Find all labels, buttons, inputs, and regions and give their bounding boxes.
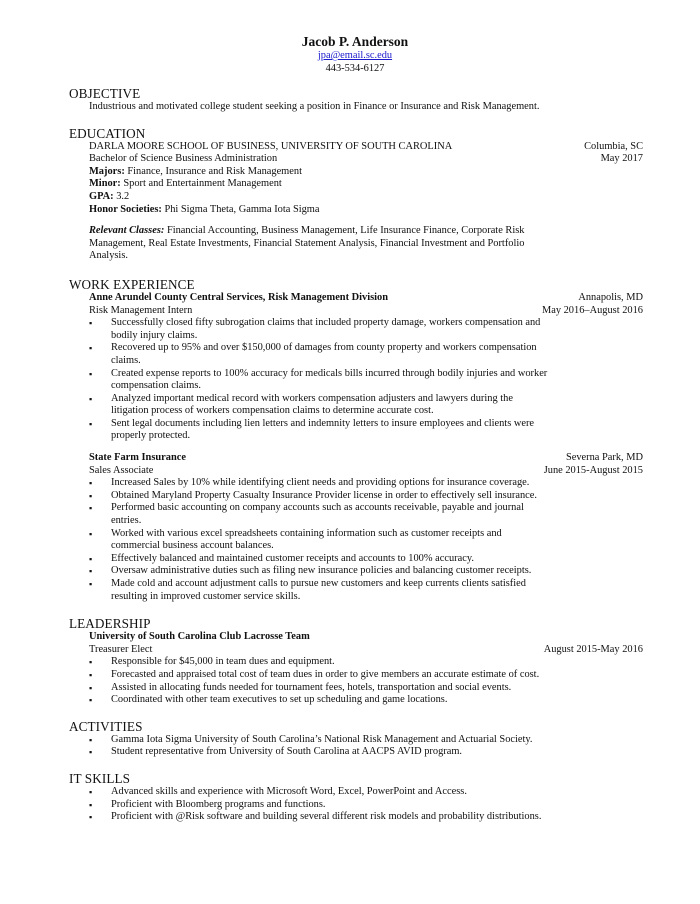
list-item: ▪ Increased Sales by 10% while identifying client needs and providing options for insurance coverage. bbox=[89, 477, 643, 490]
job-location: Severna Park, MD bbox=[565, 452, 643, 464]
job-entry bbox=[69, 452, 643, 477]
list-item: ▪ Created expense reports to 100% accuracy for medicals bills incurred through bodily injuries and worker compensation claims. bbox=[89, 368, 643, 393]
list-item: ▪ Assisted in allocating funds needed for tournament fees, hotels, transportation and social events. bbox=[89, 682, 643, 695]
leadership-dates: August 2015-May 2016 bbox=[543, 643, 643, 655]
job-entry bbox=[69, 292, 643, 317]
classes-line-1 bbox=[89, 225, 643, 238]
activities-bullet-list bbox=[69, 734, 643, 759]
gpa-line bbox=[89, 191, 643, 204]
leadership-bullet-list bbox=[69, 656, 643, 706]
minor-value: Sport and Entertainment Management bbox=[123, 178, 282, 190]
skills-section bbox=[69, 771, 643, 824]
objective-section bbox=[69, 86, 643, 114]
classes-text-1: Financial Accounting, Business Management, Life Insurance Finance, Corporate Risk bbox=[166, 225, 525, 237]
list-item: ▪ Responsible for $45,000 in team dues and equipment. bbox=[89, 656, 643, 669]
list-item: ▪ Analyzed important medical record with workers compensation adjusters and lawyers during the litigation process of workers compensation claims to determine accurate cost. bbox=[89, 393, 643, 418]
list-item: ▪ Forecasted and appraised total cost of team dues in order to give members an accurate estimate of cost. bbox=[89, 669, 643, 682]
gpa-label: GPA: bbox=[89, 190, 114, 202]
majors-label: Majors: bbox=[89, 165, 125, 177]
job-dates: May 2016–August 2016 bbox=[541, 304, 643, 316]
school-location: Columbia, SC bbox=[584, 140, 643, 152]
list-item: ▪ Recovered up to 95% and over $150,000 of damages from county property and workers compensation claims. bbox=[89, 342, 643, 367]
list-item: ▪ Coordinated with other team executives to set up scheduling and game locations. bbox=[89, 694, 643, 707]
section-title: LEADERSHIP bbox=[69, 616, 151, 632]
list-item: ▪ Performed basic accounting on company accounts such as accounts receivable, payable and journal entries. bbox=[89, 502, 643, 527]
job-dates: June 2015-August 2015 bbox=[543, 464, 643, 476]
employer-name: State Farm Insurance bbox=[89, 452, 186, 464]
list-item: ▪ Made cold and account adjustment calls to pursue new customers and keep currents clients satisfied resulting in improved customer service skills. bbox=[89, 578, 643, 603]
classes-line-3: Analysis. bbox=[89, 250, 128, 262]
list-item: ▪ Oversaw administrative duties such as filing new insurance policies and balancing customer receipts. bbox=[89, 565, 643, 578]
honor-value: Phi Sigma Theta, Gamma Iota Sigma bbox=[164, 203, 320, 215]
section-title: ACTIVITIES bbox=[69, 718, 143, 734]
skills-bullet-list bbox=[69, 786, 643, 824]
job-role: Risk Management Intern bbox=[89, 304, 193, 316]
honor-line bbox=[89, 204, 643, 217]
school-row bbox=[89, 141, 643, 154]
gpa-value: 3.2 bbox=[116, 190, 130, 202]
resume-body bbox=[69, 86, 643, 836]
objective-text: Industrious and motivated college student seeking a position in Finance or Insurance and Risk Management. bbox=[89, 101, 540, 112]
section-title: EDUCATION bbox=[69, 125, 146, 141]
degree-row bbox=[89, 153, 643, 166]
honor-label: Honor Societies: bbox=[89, 203, 162, 215]
list-item: ▪ Worked with various excel spreadsheets containing information such as customer receipts and commercial business account balances. bbox=[89, 528, 643, 553]
list-item: ▪ Effectively balanced and maintained customer receipts and accounts to 100% accuracy. bbox=[89, 553, 643, 566]
list-item: ▪ Advanced skills and experience with Microsoft Word, Excel, PowerPoint and Access. bbox=[89, 786, 643, 799]
phone-number: 443-534-6127 bbox=[325, 63, 385, 74]
leadership-section bbox=[69, 616, 643, 707]
job-bullet-list bbox=[69, 317, 643, 443]
employer-name: Anne Arundel County Central Services, Risk Management Division bbox=[89, 291, 389, 303]
job-location: Annapolis, MD bbox=[578, 291, 643, 303]
classes-line-2: Management, Real Estate Investments, Financial Statement Analysis, Financial Investment and Portfolio bbox=[89, 237, 525, 249]
school-name: DARLA MOORE SCHOOL OF BUSINESS, UNIVERSITY OF SOUTH CAROLINA bbox=[89, 140, 453, 152]
list-item: ▪ Successfully closed fifty subrogation claims that included property damage, workers compensation and bodily injury claims. bbox=[89, 317, 643, 342]
work-section bbox=[69, 277, 643, 603]
list-item: ▪ Obtained Maryland Property Casualty Insurance Provider license in order to effectively sell insurance. bbox=[89, 490, 643, 503]
list-item: ▪ Proficient with Bloomberg programs and functions. bbox=[89, 799, 643, 812]
list-item: ▪ Sent legal documents including lien letters and indemnity letters to insure employees and clients were properly protected. bbox=[89, 418, 643, 443]
section-title: OBJECTIVE bbox=[69, 86, 141, 101]
education-section bbox=[69, 126, 643, 263]
activities-section bbox=[69, 719, 643, 759]
resume-header bbox=[0, 34, 700, 75]
section-title: IT SKILLS bbox=[69, 770, 131, 786]
minor-line bbox=[89, 178, 643, 191]
majors-line bbox=[89, 166, 643, 179]
minor-label: Minor: bbox=[89, 178, 121, 190]
list-item: ▪ Student representative from University of South Carolina at AACPS AVID program. bbox=[89, 746, 643, 759]
classes-label: Relevant Classes: bbox=[89, 225, 165, 237]
list-item: ▪ Gamma Iota Sigma University of South Carolina’s National Risk Management and Actuarial Society. bbox=[89, 734, 643, 747]
majors-value: Finance, Insurance and Risk Management bbox=[127, 165, 302, 177]
candidate-name: Jacob P. Anderson bbox=[301, 34, 409, 49]
job-bullet-list bbox=[69, 477, 643, 603]
leadership-role: Treasurer Elect bbox=[89, 643, 153, 655]
graduation-date: May 2017 bbox=[600, 153, 643, 165]
job-role: Sales Associate bbox=[89, 464, 154, 476]
degree: Bachelor of Science Business Administration bbox=[89, 153, 278, 165]
email-link[interactable]: jpa@email.sc.edu bbox=[317, 50, 393, 61]
section-title: WORK EXPERIENCE bbox=[69, 276, 195, 292]
leadership-org: University of South Carolina Club Lacrosse Team bbox=[89, 631, 310, 643]
list-item: ▪ Proficient with @Risk software and building several different risk models and probability distributions. bbox=[89, 811, 643, 824]
